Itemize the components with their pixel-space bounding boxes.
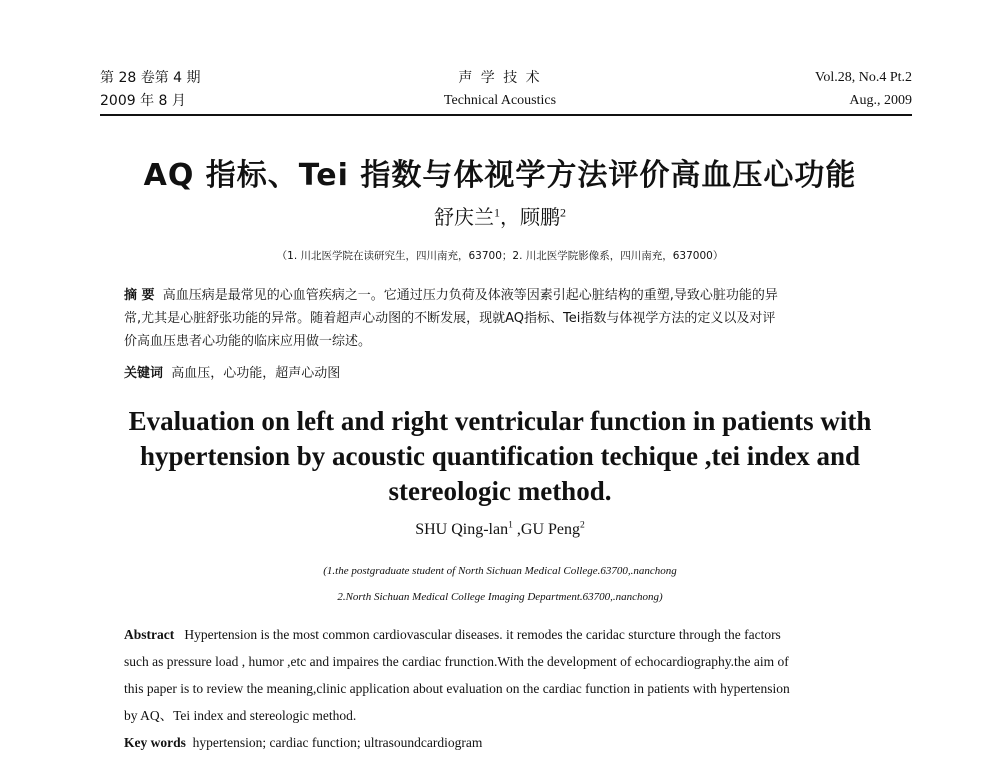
english-abstract-label: Abstract (124, 627, 175, 642)
chinese-affiliation: （1. 川北医学院在读研究生，四川南充，63700；2. 川北医学院影像系，四川南充，637000） (276, 250, 724, 262)
header-rule (100, 114, 912, 116)
author-separator-cn: ， (500, 207, 520, 229)
chinese-authors (0, 201, 1000, 230)
chinese-keywords-text: 高血压，心功能，超声心动图 (171, 366, 341, 381)
date-cn: 2009 年 8 月 (100, 93, 186, 109)
author-2-en: GU Peng (520, 521, 580, 538)
english-abstract-text-1: Hypertension is the most common cardiovascular diseases. it remodes the caridac sturcture through the factors (184, 627, 781, 642)
english-abstract-line-4: by AQ、Tei index and stereologic method. (124, 708, 357, 723)
journal-name-cn: 声 学 技 术 (458, 70, 542, 86)
author-1-cn: 舒庆兰 (434, 207, 494, 229)
english-affiliation-line-1: (1.the postgraduate student of North Sichuan Medical College.63700,.nanchong (323, 565, 677, 577)
english-authors (0, 521, 1000, 539)
english-keywords-label: Key words (124, 735, 186, 750)
english-keywords-text: hypertension; cardiac function; ultrasoundcardiogram (192, 735, 483, 750)
author-1-en-affil-mark: 1 (508, 519, 513, 531)
author-2-cn-affil-mark: 2 (560, 205, 566, 220)
english-title-line-2: hypertension by acoustic quantification techique ,tei index and (139, 441, 861, 471)
volume-issue-en: Vol.28, No.4 Pt.2 (815, 70, 912, 85)
english-abstract-line-1 (124, 626, 781, 644)
author-1-en: SHU Qing-lan (415, 521, 509, 538)
chinese-abstract-label: 摘 要 (124, 288, 155, 303)
chinese-keywords-label: 关键词 (124, 366, 164, 381)
chinese-abstract-text-1: 高血压病是最常见的心血管疾病之一。它通过压力负荷及体液等因素引起心脏结构的重塑,导致心脏功能的异 (162, 288, 778, 303)
english-affiliation-line-2: 2.North Sichuan Medical College Imaging Department.63700,.nanchong) (337, 591, 663, 603)
english-title-line-1: Evaluation on left and right ventricular function in patients with (128, 406, 872, 436)
chinese-abstract-line-3: 价高血压患者心功能的临床应用做一综述。 (124, 334, 372, 349)
journal-name-en: Technical Acoustics (443, 93, 557, 108)
chinese-abstract-line-2: 常,尤其是心脏舒张功能的异常。随着超声心动图的不断发展，现就AQ指标、Tei指数与体视学方法的定义以及对评 (124, 311, 776, 326)
date-en: Aug., 2009 (849, 93, 912, 108)
english-abstract-line-2: such as pressure load , humor ,etc and impaires the cardiac frunction.With the development of echocardiography.the aim of (124, 654, 789, 669)
author-1-cn-affil-mark: 1 (494, 205, 500, 220)
volume-issue-cn: 第 28 卷第 4 期 (100, 70, 201, 86)
chinese-abstract-line-1 (124, 284, 778, 307)
chinese-title: AQ 指标、Tei 指数与体视学方法评价高血压心功能 (143, 158, 857, 193)
author-separator-en: , (512, 521, 521, 538)
chinese-keywords (124, 362, 340, 385)
author-2-en-affil-mark: 2 (580, 519, 585, 531)
author-2-cn: 顾鹏 (520, 207, 560, 229)
english-title-line-3: stereologic method. (388, 476, 612, 506)
english-keywords (124, 734, 482, 752)
english-abstract-line-3: this paper is to review the meaning,clinic application about evaluation on the cardiac function in patients with hypertension (124, 681, 790, 696)
